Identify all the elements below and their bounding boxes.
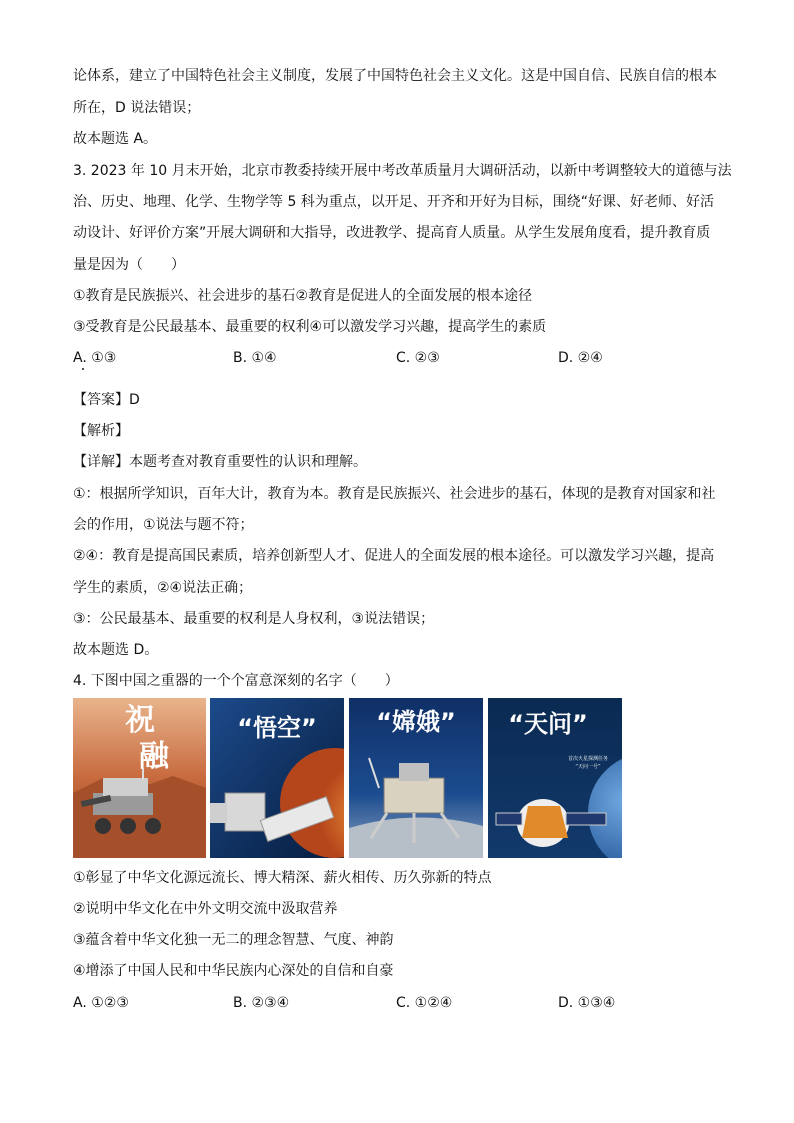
q4-option-c: C. ①②④ [396,995,453,1011]
text-line: 所在，D 说法错误； [73,100,201,116]
detail-line: 【详解】本题考查对教育重要性的认识和理解。 [73,454,367,470]
tianwen-caption-1: 首次火星探测任务 [567,756,609,762]
change-lander-image [349,698,483,858]
detail-line: 学生的素质，②④说法正确； [73,580,253,596]
stray-dot [82,368,84,370]
zhurong-char-2: 融 [139,739,169,774]
q4-option-b: B. ②③④ [233,995,290,1011]
question-4-statement: ①彰显了中华文化源远流长、博大精深、薪火相传、历久弥新的特点 [73,870,492,886]
question-3-statement: ③受教育是公民最基本、最重要的权利④可以激发学习兴趣，提高学生的素质 [73,319,547,335]
question-3-stem: 治、历史、地理、化学、生物学等 5 科为重点，以开足、开齐和开好为目标，围绕“好课、好老师、好活 [73,194,715,210]
zhurong-char-1: 祝 [125,703,155,738]
question-4-statement: ④增添了中国人民和中华民族内心深处的自信和自豪 [73,963,394,979]
q3-option-c: C. ②③ [396,350,440,366]
text-line: 论体系，建立了中国特色社会主义制度，发展了中国特色社会主义文化。这是中国自信、民族自信的根本 [73,68,717,84]
question-3-stem: 量是因为（ ） [73,257,185,273]
wukong-title: “悟空” [237,714,317,742]
change-title: “嫦娥” [376,708,456,736]
zhurong-rover-image [73,698,206,858]
tianwen-caption-2: “天问一号” [575,764,601,770]
detail-line: ③：公民最基本、最重要的权利是人身权利，③说法错误； [73,611,435,627]
wukong-satellite-image [210,698,344,858]
q4-option-a: A. ①②③ [73,995,129,1011]
detail-line: ①：根据所学知识，百年大计，教育为本。教育是民族振兴、社会进步的基石，体现的是教育对国家和社 [73,486,716,502]
question-3-stem: 动设计、好评价方案”开展大调研和大指导，改进教学、提高育人质量。从学生发展角度看，提升教育质 [73,225,711,241]
question-4-stem: 4. 下图中国之重器的一个个富意深刻的名字（ ） [73,673,399,689]
q3-option-a: A. ①③ [73,350,117,366]
q3-option-d: D. ②④ [558,350,603,366]
q3-option-b: B. ①④ [233,350,277,366]
analysis-label: 【解析】 [73,423,129,439]
tianwen-probe-image [488,698,622,858]
question-3-statement: ①教育是民族振兴、社会进步的基石②教育是促进人的全面发展的根本途径 [73,288,533,304]
question-3-stem: 3. 2023 年 10 月末开始，北京市教委持续开展中考改革质量月大调研活动，以新中考调整较大的道德与法 [73,163,732,179]
answer-label: 【答案】D [73,392,140,408]
tianwen-title: “天问” [508,710,588,738]
q4-option-d: D. ①③④ [558,995,616,1011]
question-4-statement: ③蕴含着中华文化独一无二的理念智慧、气度、神韵 [73,932,394,948]
question-4-statement: ②说明中华文化在中外文明交流中汲取营养 [73,901,338,917]
detail-line: ②④：教育是提高国民素质，培养创新型人才、促进人的全面发展的根本途径。可以激发学习兴趣，提高 [73,548,715,564]
detail-line: 会的作用，①说法与题不符； [73,517,254,533]
text-line: 故本题选 A。 [73,131,158,147]
detail-line: 故本题选 D。 [73,642,159,658]
